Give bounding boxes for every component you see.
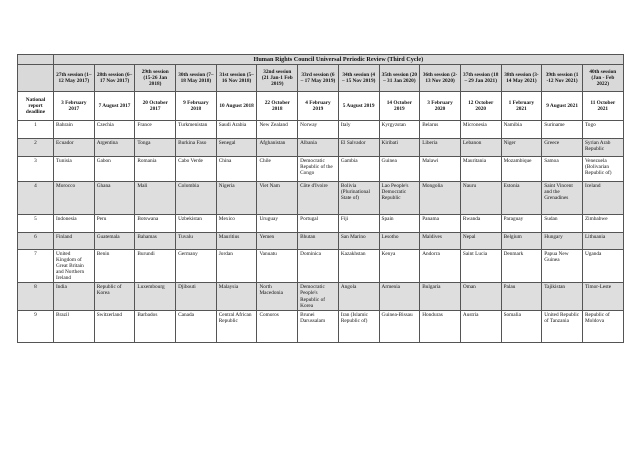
- deadline-header: 9 February 2018: [176, 92, 217, 121]
- country-cell: Vanuatu: [257, 250, 298, 283]
- country-cell: Kazakhstan: [338, 250, 379, 283]
- country-cell: Liberia: [420, 139, 461, 157]
- country-cell: Lao People's Democratic Republic: [379, 182, 420, 215]
- session-header: 27th session (1–12 May 2017): [54, 65, 95, 92]
- deadline-header: 14 October 2019: [379, 92, 420, 121]
- table-row: [18, 250, 624, 283]
- sessions-header-row: [18, 65, 624, 92]
- country-cell: Nigeria: [216, 182, 257, 215]
- deadline-header: 7 August 2017: [94, 92, 135, 121]
- country-cell: Bulgaria: [420, 283, 461, 310]
- session-header: 40th session (Jan - Feb 2022): [582, 65, 623, 92]
- country-cell: Angola: [338, 283, 379, 310]
- country-cell: Lithuania: [582, 233, 623, 250]
- country-cell: Jordan: [216, 250, 257, 283]
- deadline-header: 20 October 2017: [135, 92, 176, 121]
- country-cell: Switzerland: [94, 310, 135, 342]
- country-cell: Côte d'Ivoire: [298, 182, 339, 215]
- country-cell: Barbados: [135, 310, 176, 342]
- country-cell: Uganda: [582, 250, 623, 283]
- country-cell: Viet Nam: [257, 182, 298, 215]
- country-cell: Mauritania: [460, 157, 501, 182]
- country-cell: Zimbabwe: [582, 215, 623, 233]
- country-cell: Mauritius: [216, 233, 257, 250]
- country-cell: Colombia: [176, 182, 217, 215]
- table-row: [18, 283, 624, 310]
- deadline-header: 5 August 2019: [338, 92, 379, 121]
- country-cell: Guatemala: [94, 233, 135, 250]
- country-cell: Democratic Republic of the Congo: [298, 157, 339, 182]
- upr-schedule-table: [17, 54, 624, 343]
- row-number: 5: [18, 215, 54, 233]
- country-cell: Ghana: [94, 182, 135, 215]
- country-cell: Papua New Guinea: [542, 250, 583, 283]
- country-cell: Honduras: [420, 310, 461, 342]
- country-cell: Nepal: [460, 233, 501, 250]
- country-cell: North Macedonia: [257, 283, 298, 310]
- table-row: [18, 215, 624, 233]
- country-cell: Malaysia: [216, 283, 257, 310]
- country-cell: Oman: [460, 283, 501, 310]
- country-cell: Palau: [501, 283, 542, 310]
- deadline-header: 11 October 2021: [582, 92, 623, 121]
- deadline-header: 22 October 2018: [257, 92, 298, 121]
- country-cell: Maldives: [420, 233, 461, 250]
- country-cell: Andorra: [420, 250, 461, 283]
- country-cell: Luxembourg: [135, 283, 176, 310]
- country-cell: Guinea: [379, 157, 420, 182]
- country-cell: Kenya: [379, 250, 420, 283]
- country-cell: Tonga: [135, 139, 176, 157]
- country-cell: Yemen: [257, 233, 298, 250]
- session-header: 32nd session (21 Jan-1 Feb 2019): [257, 65, 298, 92]
- country-cell: Kiribati: [379, 139, 420, 157]
- country-cell: New Zealand: [257, 121, 298, 139]
- session-header: 33rd session (6 – 17 May 2019): [298, 65, 339, 92]
- country-cell: Djibouti: [176, 283, 217, 310]
- country-cell: Syrian Arab Republic: [582, 139, 623, 157]
- country-cell: Lesotho: [379, 233, 420, 250]
- deadline-header: 9 August 2021: [542, 92, 583, 121]
- country-cell: Suriname: [542, 121, 583, 139]
- table-row: [18, 310, 624, 342]
- table-row: [18, 139, 624, 157]
- country-cell: Morocco: [54, 182, 95, 215]
- country-cell: Albania: [298, 139, 339, 157]
- country-cell: Portugal: [298, 215, 339, 233]
- sessions-corner: [18, 65, 54, 92]
- country-cell: Kyrgyzstan: [379, 121, 420, 139]
- country-cell: Nauru: [460, 182, 501, 215]
- country-cell: Argentina: [94, 139, 135, 157]
- country-cell: Finland: [54, 233, 95, 250]
- country-cell: El Salvador: [338, 139, 379, 157]
- country-cell: Timor-Leste: [582, 283, 623, 310]
- country-cell: Belgium: [501, 233, 542, 250]
- row-number: 8: [18, 283, 54, 310]
- country-cell: Afghanistan: [257, 139, 298, 157]
- table-row: [18, 157, 624, 182]
- country-cell: Greece: [542, 139, 583, 157]
- country-cell: Saint Vincent and the Grenadines: [542, 182, 583, 215]
- session-header: 28th session (6–17 Nov 2017): [94, 65, 135, 92]
- country-cell: Armenia: [379, 283, 420, 310]
- table-row: [18, 233, 624, 250]
- country-cell: Botswana: [135, 215, 176, 233]
- session-header: 39th session (1 -12 Nov 2021): [542, 65, 583, 92]
- session-header: 34th session (4 – 15 Nov 2019): [338, 65, 379, 92]
- session-header: 30th session (7–18 May 2018): [176, 65, 217, 92]
- deadline-header: 4 February 2019: [298, 92, 339, 121]
- country-cell: Niger: [501, 139, 542, 157]
- deadline-header: 12 October 2020: [460, 92, 501, 121]
- country-cell: Italy: [338, 121, 379, 139]
- country-cell: Namibia: [501, 121, 542, 139]
- country-cell: Central African Republic: [216, 310, 257, 342]
- row-number: 6: [18, 233, 54, 250]
- country-cell: India: [54, 283, 95, 310]
- country-cell: Comoros: [257, 310, 298, 342]
- country-cell: Mexico: [216, 215, 257, 233]
- deadlines-header-row: [18, 92, 624, 121]
- row-number: 4: [18, 182, 54, 215]
- country-cell: Brunei Darussalam: [298, 310, 339, 342]
- country-cell: Canada: [176, 310, 217, 342]
- country-cell: Uzbekistan: [176, 215, 217, 233]
- country-cell: Lebanon: [460, 139, 501, 157]
- country-cell: Uruguay: [257, 215, 298, 233]
- session-header: 36th session (2-13 Nov 2020): [420, 65, 461, 92]
- country-cell: Belarus: [420, 121, 461, 139]
- country-cell: Micronesia: [460, 121, 501, 139]
- country-cell: Mozambique: [501, 157, 542, 182]
- deadline-header: 3 February 2020: [420, 92, 461, 121]
- country-cell: Burundi: [135, 250, 176, 283]
- country-cell: Republic of Korea: [94, 283, 135, 310]
- country-cell: Venezuela (Bolivarian Republic of): [582, 157, 623, 182]
- session-header: 38th session (3-14 May 2021): [501, 65, 542, 92]
- country-cell: Bahamas: [135, 233, 176, 250]
- row-number: 2: [18, 139, 54, 157]
- country-cell: Burkina Faso: [176, 139, 217, 157]
- country-cell: Tunisia: [54, 157, 95, 182]
- country-cell: Guinea-Bissau: [379, 310, 420, 342]
- deadline-header: 1 February 2021: [501, 92, 542, 121]
- country-cell: Saint Lucia: [460, 250, 501, 283]
- table-body: [18, 121, 624, 343]
- country-cell: Norway: [298, 121, 339, 139]
- session-header: 37th session (18 – 29 Jan 2021): [460, 65, 501, 92]
- country-cell: Brazil: [54, 310, 95, 342]
- session-header: 31st session (5–16 Nov 2018): [216, 65, 257, 92]
- row-number: 7: [18, 250, 54, 283]
- country-cell: Panama: [420, 215, 461, 233]
- deadline-header: 3 February 2017: [54, 92, 95, 121]
- country-cell: Samoa: [542, 157, 583, 182]
- country-cell: Mali: [135, 182, 176, 215]
- table-title: Human Rights Council Universal Periodic Review (Third Cycle): [54, 55, 624, 65]
- country-cell: Hungary: [542, 233, 583, 250]
- country-cell: Chile: [257, 157, 298, 182]
- country-cell: United Kingdom of Great Britain and Northern Ireland: [54, 250, 95, 283]
- country-cell: Denmark: [501, 250, 542, 283]
- country-cell: China: [216, 157, 257, 182]
- country-cell: Gabon: [94, 157, 135, 182]
- country-cell: Iceland: [582, 182, 623, 215]
- country-cell: Peru: [94, 215, 135, 233]
- country-cell: Sudan: [542, 215, 583, 233]
- country-cell: Rwanda: [460, 215, 501, 233]
- country-cell: Somalia: [501, 310, 542, 342]
- row-header-label: National report deadline: [18, 92, 54, 121]
- country-cell: Saudi Arabia: [216, 121, 257, 139]
- country-cell: Dominica: [298, 250, 339, 283]
- table-row: [18, 182, 624, 215]
- country-cell: Bhutan: [298, 233, 339, 250]
- country-cell: Estonia: [501, 182, 542, 215]
- country-cell: Togo: [582, 121, 623, 139]
- country-cell: Benin: [94, 250, 135, 283]
- country-cell: Tajikistan: [542, 283, 583, 310]
- country-cell: Gambia: [338, 157, 379, 182]
- country-cell: Ecuador: [54, 139, 95, 157]
- country-cell: Paraguay: [501, 215, 542, 233]
- session-header: 29th session (15-26 Jan 2018): [135, 65, 176, 92]
- country-cell: United Republic of Tanzania: [542, 310, 583, 342]
- country-cell: Romania: [135, 157, 176, 182]
- country-cell: France: [135, 121, 176, 139]
- table-corner: [18, 55, 54, 65]
- deadline-header: 10 August 2018: [216, 92, 257, 121]
- country-cell: Democratic People's Republic of Korea: [298, 283, 339, 310]
- country-cell: Fiji: [338, 215, 379, 233]
- table-row: [18, 121, 624, 139]
- country-cell: Republic of Moldova: [582, 310, 623, 342]
- row-number: 9: [18, 310, 54, 342]
- country-cell: Indonesia: [54, 215, 95, 233]
- country-cell: Cabo Verde: [176, 157, 217, 182]
- country-cell: Senegal: [216, 139, 257, 157]
- country-cell: Spain: [379, 215, 420, 233]
- country-cell: Iran (Islamic Republic of): [338, 310, 379, 342]
- country-cell: Bolivia (Plurinational State of): [338, 182, 379, 215]
- country-cell: Turkmenistan: [176, 121, 217, 139]
- row-number: 1: [18, 121, 54, 139]
- country-cell: San Marino: [338, 233, 379, 250]
- country-cell: Czechia: [94, 121, 135, 139]
- country-cell: Malawi: [420, 157, 461, 182]
- row-number: 3: [18, 157, 54, 182]
- country-cell: Germany: [176, 250, 217, 283]
- country-cell: Tuvalu: [176, 233, 217, 250]
- country-cell: Mongolia: [420, 182, 461, 215]
- country-cell: Austria: [460, 310, 501, 342]
- session-header: 35th session (20 – 31 Jan 2020): [379, 65, 420, 92]
- country-cell: Bahrain: [54, 121, 95, 139]
